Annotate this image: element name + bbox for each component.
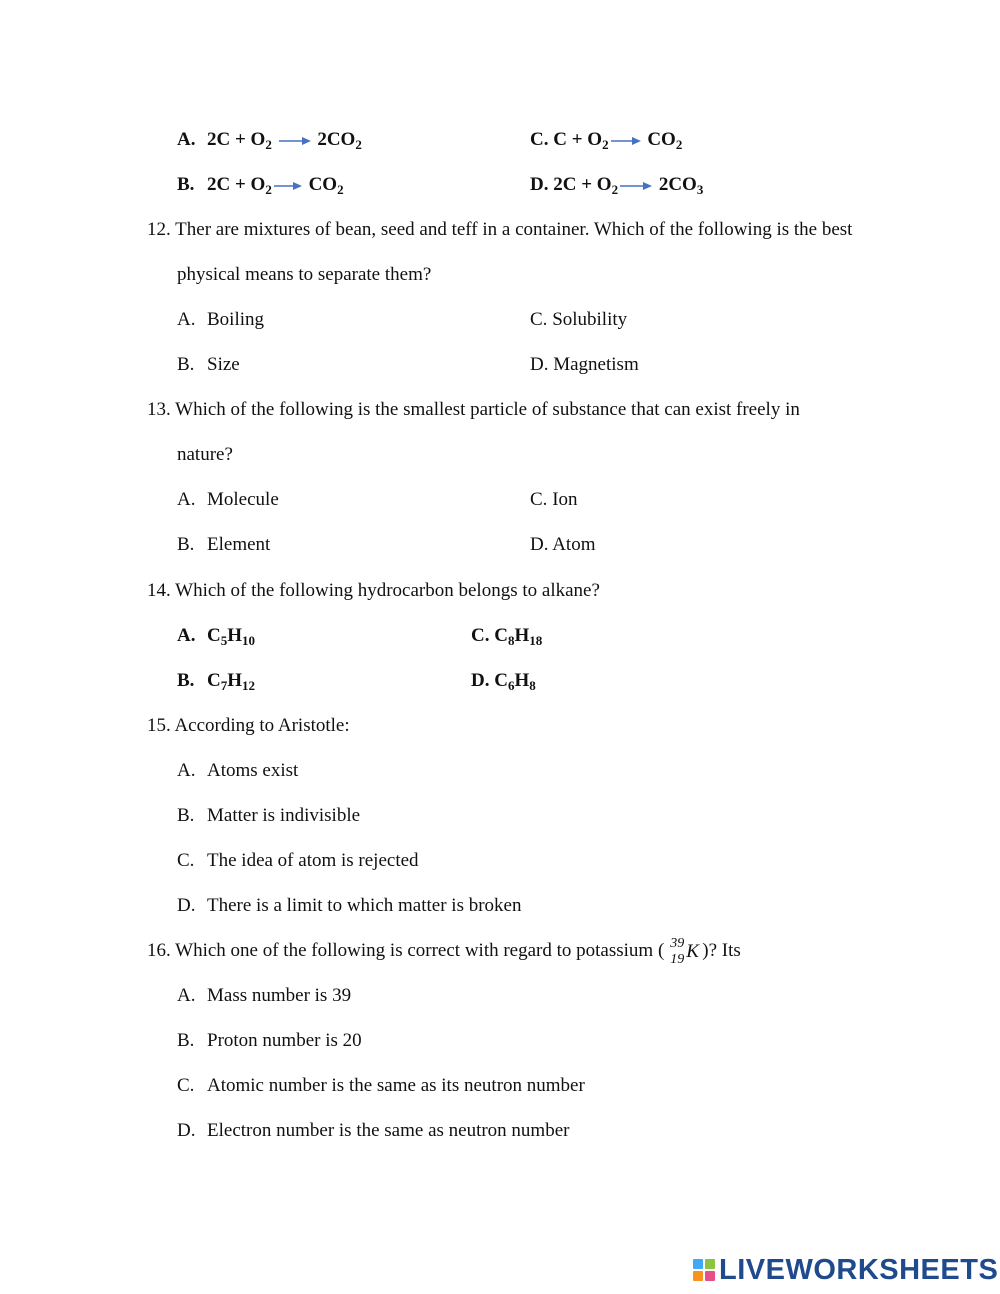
logo-blocks-icon xyxy=(693,1259,715,1281)
q15-option-d[interactable]: D. There is a limit to which matter is broken xyxy=(177,895,522,916)
option-label: B. xyxy=(177,174,195,195)
q12-option-b[interactable]: B. Size xyxy=(177,354,240,375)
reaction-arrow-icon xyxy=(619,180,653,192)
q12-question-line1: 12. Ther are mixtures of bean, seed and teff in a container. Which of the following is the best xyxy=(147,219,853,240)
reaction-arrow-icon xyxy=(278,135,312,147)
q12-option-a[interactable]: A. Boiling xyxy=(177,309,265,330)
q11-option-d[interactable]: D. $2C + O_2$ $2CO_3$ xyxy=(530,174,704,197)
q13-option-c[interactable]: C. Ion xyxy=(530,489,578,510)
q12-option-d[interactable]: D. Magnetism xyxy=(530,354,639,375)
q11-option-a[interactable]: A. $2C + O_2$ $2CO_2$ xyxy=(177,129,362,152)
q16-option-a[interactable]: A. Mass number is 39 xyxy=(177,985,352,1006)
q12-option-c[interactable]: C. Solubility xyxy=(530,309,628,330)
q14-option-c[interactable]: C. $C_8H_{18}$ xyxy=(471,625,543,648)
q15-option-c[interactable]: C. The idea of atom is rejected xyxy=(177,850,419,871)
q15-option-a[interactable]: A. Atoms exist xyxy=(177,760,299,781)
liveworksheets-logo xyxy=(693,1252,998,1288)
option-label: A. xyxy=(177,129,196,150)
q13-option-b[interactable]: B. Element xyxy=(177,534,271,555)
isotope-notation: 39 19 K xyxy=(670,935,699,967)
q16-option-b[interactable]: B. Proton number is 20 xyxy=(177,1030,362,1051)
q16-option-d[interactable]: D. Electron number is the same as neutron number xyxy=(177,1120,570,1141)
q15-question-line1: 15. According to Aristotle: xyxy=(147,715,350,736)
q14-option-a[interactable]: A. $C_5H_{10}$ xyxy=(177,625,256,648)
q16-question-line1: 16. Which one of the following is correct with regard to potassium ( 39 19 K )? Its xyxy=(147,935,741,967)
q14-option-b[interactable]: B. $C_7H_{12}$ xyxy=(177,670,256,693)
q13-option-d[interactable]: D. Atom xyxy=(530,534,596,555)
q13-question-line1: 13. Which of the following is the smallest particle of substance that can exist freely in xyxy=(147,399,800,420)
reaction-arrow-icon xyxy=(273,180,303,192)
q15-option-b[interactable]: B. Matter is indivisible xyxy=(177,805,361,826)
reaction-arrow-icon xyxy=(610,135,642,147)
q16-option-c[interactable]: C. Atomic number is the same as its neutron number xyxy=(177,1075,585,1096)
q13-option-a[interactable]: A. Molecule xyxy=(177,489,279,510)
q11-option-c[interactable]: C. $C + O_2$ $CO_2$ xyxy=(530,129,683,152)
q14-question-line1: 14. Which of the following hydrocarbon belongs to alkane? xyxy=(147,580,600,601)
q12-question-line2: physical means to separate them? xyxy=(177,264,432,285)
logo-text: LIVEWORKSHEETS xyxy=(719,1253,999,1286)
q14-option-d[interactable]: D. $C_6H_8$ xyxy=(471,670,536,693)
q13-question-line2: nature? xyxy=(177,444,233,465)
q11-option-b[interactable]: B. $2C + O_2$ $CO_2$ xyxy=(177,174,344,197)
